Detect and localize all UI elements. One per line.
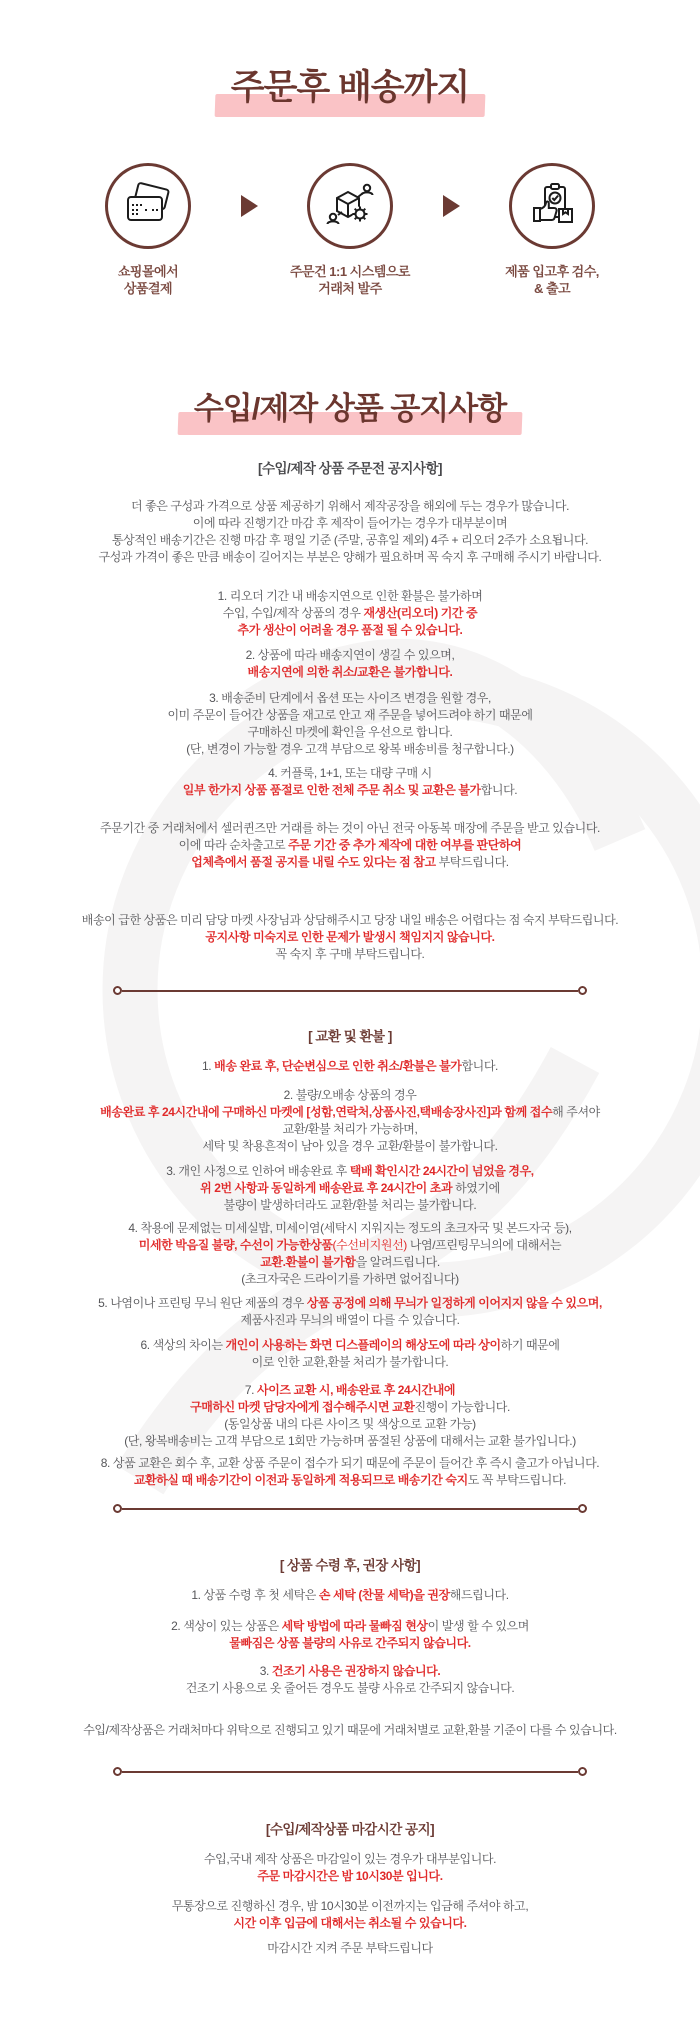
- notice-line: [0, 765, 700, 782]
- notice-line: [0, 498, 700, 515]
- section-header: [ 상품 수령 후, 권장 사항]: [279, 1558, 421, 1573]
- text-segment: 해 주셔야: [552, 1105, 600, 1119]
- notice-paragraph: [0, 1663, 700, 1697]
- text-segment: 1. 상품 수령 후 첫 세탁은: [191, 1588, 319, 1602]
- notice-line: [0, 588, 700, 605]
- notice-line: [0, 1587, 700, 1604]
- text-segment: 3.: [259, 1664, 272, 1678]
- text-segment: 수입/제작상품은 거래처마다 위탁으로 진행되고 있기 때문에 거래처별로 교환,환불 기준이 다를 수 있습니다.: [83, 1723, 617, 1737]
- notice-line: [0, 622, 700, 639]
- text-segment: 이미 주문이 들어간 상품을 재고로 안고 재 주문을 넣어드려야 하기 때문에: [167, 708, 533, 722]
- text-segment: 사이즈 교환 시, 배송완료 후 24시간내에: [257, 1383, 456, 1397]
- notice-line: [0, 1354, 700, 1371]
- text-segment: 추가 생산이 어려울 경우 품절 될 수 있습니다.: [237, 623, 463, 637]
- notice-line: [0, 1254, 700, 1271]
- text-segment: 더 좋은 구성과 가격으로 상품 제공하기 위해서 제작공장을 해외에 두는 경우가 많습니다.: [130, 499, 570, 513]
- step-label-line: & 출고: [533, 281, 571, 296]
- notice-line: [0, 741, 700, 758]
- notice-line: [0, 854, 700, 871]
- text-segment: 제품사진과 무늬의 배열이 다를 수 있습니다.: [240, 1313, 460, 1327]
- notice-paragraph: [0, 912, 700, 963]
- notice-line: [0, 1455, 700, 1472]
- divider-end-ring: [578, 1767, 587, 1776]
- text-segment: 교환.환불이 불가함: [260, 1255, 356, 1269]
- notice-paragraph: [0, 1587, 700, 1604]
- text-segment: 1. 리오더 기간 내 배송지연으로 인한 환불은 불가하며: [217, 589, 483, 603]
- text-segment: 이로 인한 교환,환불 처리가 불가합니다.: [251, 1355, 449, 1369]
- text-segment: 구매하신 마켓에 확인을 우선으로 합니다.: [247, 725, 453, 739]
- process-step-order-system: [307, 163, 393, 249]
- notice-line: [0, 1663, 700, 1680]
- notice-paragraph: [0, 588, 700, 639]
- text-segment: 손 세탁 (찬물 세탁)을 권장: [318, 1588, 450, 1602]
- notice-line: [0, 515, 700, 532]
- notice-line: [0, 1180, 700, 1197]
- divider-end-ring: [113, 1504, 122, 1513]
- divider-end-ring: [113, 1767, 122, 1776]
- divider-end-ring: [578, 1504, 587, 1513]
- credit-card-icon: [122, 180, 174, 232]
- notice-line: [0, 1416, 700, 1433]
- text-segment: 세탁 방법에 따라 물빠짐 현상: [281, 1619, 428, 1633]
- text-segment: 꼭 숙지 후 구매 부탁드립니다.: [275, 947, 425, 961]
- notice-sections: [0, 460, 700, 1957]
- text-segment: 구성과 가격이 좋은 만큼 배송이 길어지는 부분은 양해가 필요하며 꼭 숙지 후 구매해 주시기 바랍니다.: [98, 550, 602, 564]
- notice-line: [0, 1851, 700, 1868]
- notice-line: [0, 1337, 700, 1354]
- notice-line: [0, 1058, 700, 1075]
- import-production-notice-title-block: [0, 383, 700, 428]
- process-arrow-1: [191, 195, 307, 217]
- text-segment: 마감시간 지켜 주문 부탁드립니다: [267, 1941, 433, 1955]
- text-segment: 일부 한가지 상품 품절로 인한 전체 주문 취소 및 교환은 불가: [182, 783, 481, 797]
- text-segment: 4. 커플룩, 1+1, 또는 대량 구매 시: [268, 766, 432, 780]
- text-segment: 세탁 및 착용흔적이 남아 있을 경우 교환/환불이 불가합니다.: [202, 1139, 498, 1153]
- text-segment: 교환하실 때 배송기간이 이전과 동일하게 적용되므로 배송기간 숙지: [133, 1473, 468, 1487]
- notice-line: [0, 724, 700, 741]
- triangle-right-arrow-icon: [443, 195, 460, 217]
- order-to-delivery-title-block: [0, 0, 700, 110]
- section-divider: [113, 985, 587, 996]
- text-segment: 하였기에: [452, 1181, 500, 1195]
- process-arrow-2: [393, 195, 509, 217]
- section-header: [ 교환 및 환불 ]: [308, 1029, 392, 1044]
- section-title: [194, 383, 506, 428]
- page-title: [231, 60, 469, 110]
- notice-paragraph: [0, 1337, 700, 1371]
- notice-paragraph: [0, 1163, 700, 1214]
- page-title-text: 주문후 배송까지: [230, 68, 470, 107]
- notice-line: [0, 1121, 700, 1138]
- notice-paragraph: [0, 1722, 700, 1739]
- notice-line: [0, 1087, 700, 1104]
- text-segment: 7.: [244, 1383, 258, 1397]
- text-segment: 수입, 수입/제작 상품의 경우: [222, 606, 364, 620]
- notice-line: [0, 1433, 700, 1450]
- text-segment: 통상적인 배송기간은 진행 마감 후 평일 기준 (주말, 공휴일 제외) 4주 + 리오더 2주가 소요됩니다.: [111, 533, 589, 547]
- text-segment: 도 꼭 부탁드립니다.: [467, 1473, 567, 1487]
- text-segment: 2. 색상이 있는 상품은: [171, 1619, 282, 1633]
- notice-line: [0, 1295, 700, 1312]
- text-segment: 시간 이후 입금에 대해서는 취소될 수 있습니다.: [233, 1916, 467, 1930]
- text-segment: 배송 완료 후, 단순변심으로 인한 취소/환불은 불가: [214, 1059, 462, 1073]
- text-segment: 이에 따라 진행기간 마감 후 제작이 들어가는 경우가 대부분이며: [192, 516, 508, 530]
- notice-line: [0, 707, 700, 724]
- step-label-line: 거래처 발주: [318, 281, 382, 296]
- text-segment: 2. 상품에 따라 배송지연이 생길 수 있으며,: [245, 648, 455, 662]
- notice-line: [0, 690, 700, 707]
- text-segment: 수입,국내 제작 상품은 마감일이 있는 경우가 대부분입니다.: [203, 1852, 497, 1866]
- notice-line: [0, 1382, 700, 1399]
- notice-line: [0, 1722, 700, 1739]
- notice-line: [0, 1271, 700, 1288]
- notice-line: [0, 820, 700, 837]
- notice-line: [0, 1399, 700, 1416]
- step-label-line: 상품결제: [123, 281, 173, 296]
- notice-line: [0, 946, 700, 963]
- notice-line: [0, 1618, 700, 1635]
- process-steps-row: [105, 163, 595, 249]
- text-segment: 2. 불량/오배송 상품의 경우: [283, 1088, 417, 1102]
- process-step-inspection: [509, 163, 595, 249]
- notice-paragraph: [0, 1940, 700, 1957]
- text-segment: 합니다.: [461, 1059, 498, 1073]
- notice-paragraph: [0, 765, 700, 799]
- text-segment: 6. 색상의 차이는: [140, 1338, 226, 1352]
- order-system-icon: [324, 180, 376, 232]
- notice-paragraph: [0, 647, 700, 681]
- notice-line: [0, 782, 700, 799]
- text-segment: (수선비지원선): [332, 1238, 407, 1252]
- notice-line: [0, 1940, 700, 1957]
- notice-line: [0, 912, 700, 929]
- text-segment: 물빠짐은 상품 불량의 사유로 간주되지 않습니다.: [229, 1636, 471, 1650]
- text-segment: 개인이 사용하는 화면 디스플레이의 해상도에 따라 상이: [225, 1338, 501, 1352]
- notice-paragraph: [0, 1382, 700, 1450]
- notice-line: [0, 664, 700, 681]
- notice-line: [0, 1104, 700, 1121]
- notice-paragraph: [0, 1455, 700, 1489]
- notice-line: [0, 1312, 700, 1329]
- text-segment: 주문 기간 중 추가 제작에 대한 여부를 판단하여: [288, 838, 522, 852]
- text-segment: (초크자국은 드라이기를 가하면 없어집니다): [241, 1272, 459, 1286]
- notice-line: [0, 1138, 700, 1155]
- divider-line: [122, 1771, 578, 1773]
- notice-paragraph: [0, 498, 700, 566]
- text-segment: 공지사항 미숙지로 인한 문제가 발생시 책임지지 않습니다.: [205, 930, 495, 944]
- step-label-line: 제품 입고후 검수,: [505, 264, 599, 279]
- text-segment: 건조기 사용은 권장하지 않습니다.: [271, 1664, 441, 1678]
- notice-paragraph: [0, 1295, 700, 1329]
- text-segment: 택배 확인시간 24시간이 넘었을 경우,: [349, 1164, 534, 1178]
- notice-line: [0, 1635, 700, 1652]
- notice-paragraph: [0, 1058, 700, 1075]
- text-segment: (단, 왕복배송비는 고객 부담으로 1회만 가능하며 품절된 상품에 대해서는 교환 불가입니다.): [124, 1434, 576, 1448]
- section-title-text: 수입/제작 상품 공지사항: [193, 391, 507, 426]
- text-segment: 위 2번 사항과 동일하게 배송완료 후 24시간이 초과: [200, 1181, 453, 1195]
- text-segment: 불량이 발생하더라도 교환/환불 처리는 불가합니다.: [223, 1198, 477, 1212]
- process-step-payment: [105, 163, 191, 249]
- notice-line: [0, 647, 700, 664]
- notice-paragraph: [0, 820, 700, 871]
- text-segment: 업체측에서 품절 공지를 내릴 수도 있다는 점 참고: [191, 855, 436, 869]
- notice-line: [0, 1197, 700, 1214]
- notice-line: [0, 1915, 700, 1932]
- step-label-line: 쇼핑몰에서: [117, 264, 179, 279]
- divider-end-ring: [578, 986, 587, 995]
- notice-paragraph: [0, 1851, 700, 1885]
- step-label-line: 주문건 1:1 시스템으로: [290, 264, 410, 279]
- notice-line: [0, 549, 700, 566]
- process-step-labels: [105, 263, 599, 297]
- text-segment: 상품 공정에 의해 무늬가 일정하게 이어지지 않을 수 있으며,: [306, 1296, 602, 1310]
- step-label-inspection: [447, 263, 657, 297]
- notice-line: [0, 605, 700, 622]
- text-segment: 진행이 가능합니다.: [414, 1400, 510, 1414]
- text-segment: 부탁드립니다.: [435, 855, 509, 869]
- notice-line: [0, 1680, 700, 1697]
- text-segment: 무통장으로 진행하신 경우, 밤 10시30분 이전까지는 입금해 주셔야 하고,: [171, 1899, 529, 1913]
- text-segment: 이에 따라 순차출고로: [178, 838, 289, 852]
- notice-paragraph: [0, 690, 700, 758]
- notice-line: [0, 1898, 700, 1915]
- text-segment: 나염/프린팅무늬의에 대해서는: [406, 1238, 562, 1252]
- text-segment: 4. 착용에 문제없는 미세실밥, 미세이염(세탁시 지워지는 정도의 초크자국 및 본드자국 등),: [128, 1221, 572, 1235]
- text-segment: 1.: [202, 1059, 215, 1073]
- text-segment: 하기 때문에: [500, 1338, 560, 1352]
- notice-line: [0, 1163, 700, 1180]
- notice-line: [0, 1237, 700, 1254]
- notice-line: [0, 1472, 700, 1489]
- text-segment: 주문 마감시간은 밤 10시30분 입니다.: [257, 1869, 443, 1883]
- text-segment: 3. 개인 사정으로 인하여 배송완료 후: [166, 1164, 350, 1178]
- notice-paragraph: [0, 1618, 700, 1652]
- text-segment: 주문기간 중 거래처에서 셀러퀸즈만 거래를 하는 것이 아닌 전국 아동복 매장에 주문을 받고 있습니다.: [100, 821, 600, 835]
- notice-paragraph: [0, 1220, 700, 1288]
- text-segment: 구매하신 마켓 담당자에게 접수해주시면 교환: [190, 1400, 415, 1414]
- section-divider: [113, 1503, 587, 1514]
- section-header: [수입/제작 상품 주문전 공지사항]: [257, 461, 443, 476]
- text-segment: 배송이 급한 상품은 미리 담당 마켓 사장님과 상담해주시고 당장 내일 배송은 어렵다는 점 숙지 부탁드립니다.: [81, 913, 619, 927]
- text-segment: 8. 상품 교환은 회수 후, 교환 상품 주문이 접수가 되기 때문에 주문이 들어간 후 즉시 출고가 아닙니다.: [100, 1456, 600, 1470]
- notice-paragraph: [0, 1087, 700, 1155]
- text-segment: 배송완료 후 24시간내에 구매하신 마켓에 [성함,연락처,상품사진,택배송장사진]과 함께 접수: [100, 1105, 553, 1119]
- divider-line: [122, 990, 578, 992]
- notice-line: [0, 929, 700, 946]
- divider-end-ring: [113, 986, 122, 995]
- text-segment: (단, 변경이 가능할 경우 고객 부담으로 왕복 배송비를 청구합니다.): [186, 742, 514, 756]
- section-divider: [113, 1766, 587, 1777]
- text-segment: 을 알려드립니다.: [355, 1255, 440, 1269]
- text-segment: 미세한 박음질 불량, 수선이 가능한상품: [138, 1238, 333, 1252]
- notice-line: [0, 1868, 700, 1885]
- text-segment: 해드립니다.: [449, 1588, 509, 1602]
- text-segment: 배송지연에 의한 취소/교환은 불가합니다.: [247, 665, 453, 679]
- triangle-right-arrow-icon: [241, 195, 258, 217]
- text-segment: 3. 배송준비 단계에서 옵션 또는 사이즈 변경을 원할 경우,: [209, 691, 491, 705]
- text-segment: 이 발생 할 수 있으며: [427, 1619, 529, 1633]
- text-segment: (동일상품 내의 다른 사이즈 및 색상으로 교환 가능): [224, 1417, 476, 1431]
- notice-line: [0, 1220, 700, 1237]
- text-segment: 합니다.: [480, 783, 518, 797]
- notice-line: [0, 532, 700, 549]
- text-segment: 건조기 사용으로 옷 줄어든 경우도 불량 사유로 간주되지 않습니다.: [185, 1681, 515, 1695]
- notice-line: [0, 837, 700, 854]
- notice-paragraph: [0, 1898, 700, 1932]
- text-segment: 5. 나염이나 프린팅 무늬 원단 제품의 경우: [98, 1296, 307, 1310]
- section-header: [수입/제작상품 마감시간 공지]: [265, 1822, 435, 1837]
- text-segment: 재생산(리오더) 기간 중: [363, 606, 478, 620]
- inspection-shipment-icon: [526, 180, 578, 232]
- divider-line: [122, 1508, 578, 1510]
- text-segment: 교환/환불 처리가 가능하며,: [282, 1122, 418, 1136]
